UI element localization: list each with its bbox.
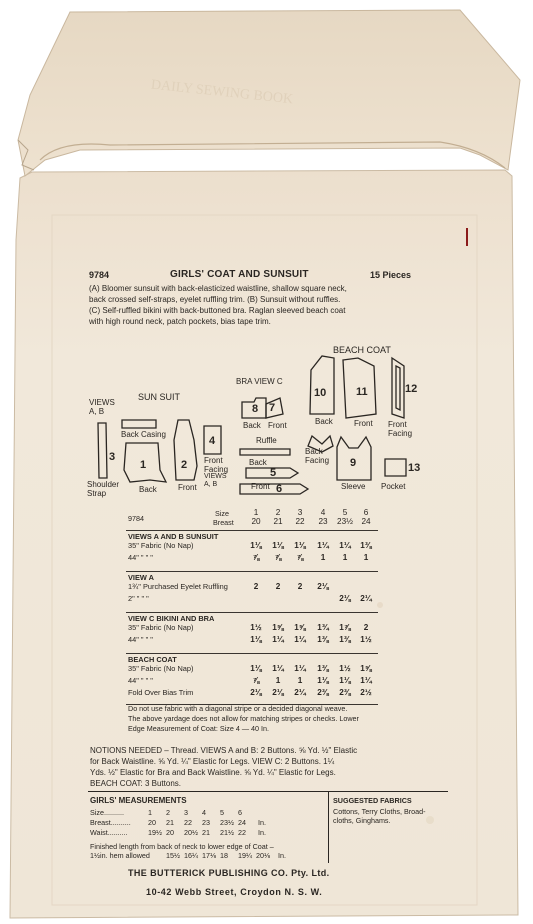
breast-value: 21 bbox=[273, 517, 283, 526]
piece-13-shape bbox=[385, 459, 406, 476]
fabrics-title: SUGGESTED FABRICS bbox=[333, 796, 412, 805]
row-value: 1½ bbox=[360, 635, 372, 644]
row-value: ⅞ bbox=[252, 676, 260, 685]
finished-value: 19¼ bbox=[238, 851, 252, 860]
row-value: 2⅜ bbox=[339, 688, 351, 697]
section-divider bbox=[126, 612, 378, 613]
description-line: with high round neck, patch pockets, bias tape trim. bbox=[89, 317, 271, 326]
measurements-title: GIRLS' MEASUREMENTS bbox=[90, 796, 187, 805]
description-line: back crossed self-straps, eyelet ruffling trim. (B) Sunsuit without ruffles. bbox=[89, 295, 341, 304]
row-value: 1⅛ bbox=[250, 664, 262, 673]
size-value: 6 bbox=[363, 508, 369, 517]
sun-suit-label: SUN SUIT bbox=[138, 392, 181, 402]
row-value: 2⅛ bbox=[339, 594, 351, 603]
measure-label: Breast.......... bbox=[90, 818, 131, 827]
pattern-number: 9784 bbox=[89, 270, 110, 280]
notions-line: Yds. ½" Elastic for Bra and Back Waistline. ⅝ Yd. ¼" Elastic for Legs. bbox=[90, 768, 336, 777]
measure-value: 20 bbox=[166, 828, 174, 837]
section-title: VIEW A bbox=[128, 573, 155, 582]
piece-12-number: 12 bbox=[405, 383, 418, 395]
measure-value: 20 bbox=[148, 818, 156, 827]
row-label: 35" Fabric (No Nap) bbox=[128, 541, 194, 550]
row-value: 1½ bbox=[339, 664, 351, 673]
row-value: 1 bbox=[363, 553, 369, 562]
finished-value: 20⅛ bbox=[256, 851, 270, 860]
breast-label: Breast bbox=[213, 518, 234, 527]
notions-line: BEACH COAT: 3 Buttons. bbox=[90, 779, 181, 788]
back-5-label: Back bbox=[249, 458, 267, 467]
row-value: 1⅛ bbox=[317, 676, 329, 685]
piece-3-number: 3 bbox=[109, 451, 116, 463]
piece-back-casing-shape bbox=[122, 420, 156, 428]
breast-value: 24 bbox=[361, 517, 371, 526]
coat-front-facing-label: Front Facing bbox=[388, 420, 413, 438]
row-value: 2 bbox=[275, 582, 281, 591]
measure-value: 21½ bbox=[220, 828, 234, 837]
row-value: ⅞ bbox=[274, 553, 282, 562]
row-value: ⅞ bbox=[296, 553, 304, 562]
row-value: 1 bbox=[342, 553, 348, 562]
breast-value: 22 bbox=[295, 517, 305, 526]
row-label: 44" " " " bbox=[128, 676, 153, 685]
row-label: 2" " " " bbox=[128, 594, 149, 603]
measure-value: 4 bbox=[202, 808, 206, 817]
bra-view-c-label: BRA VIEW C bbox=[236, 377, 283, 386]
row-label: Fold Over Bias Trim bbox=[128, 688, 194, 697]
piece-5-number: 5 bbox=[270, 467, 277, 479]
piece-8-number: 8 bbox=[252, 403, 259, 415]
row-value: 2 bbox=[253, 582, 259, 591]
row-value: 1¼ bbox=[272, 664, 284, 673]
row-value: 2⅛ bbox=[250, 688, 262, 697]
finished-length-label: 1½in. hem allowed bbox=[90, 851, 150, 860]
finished-length-line: Finished length from back of neck to lower edge of Coat – bbox=[90, 842, 274, 851]
section-title: BEACH COAT bbox=[128, 655, 177, 664]
piece-ruffle-shape bbox=[240, 449, 290, 455]
measure-value: 23½ bbox=[220, 818, 234, 827]
row-label: 35" Fabric (No Nap) bbox=[128, 623, 194, 632]
row-value: 1 bbox=[297, 676, 303, 685]
notions-line: NOTIONS NEEDED – Thread. VIEWS A and B: 2 Buttons. ⅝ Yd. ½" Elastic bbox=[90, 746, 358, 755]
piece-10-number: 10 bbox=[314, 387, 327, 399]
measure-value: 6 bbox=[238, 808, 242, 817]
row-label: 44" " " " bbox=[128, 553, 153, 562]
row-value: 2 bbox=[363, 623, 369, 632]
piece-9-number: 9 bbox=[350, 457, 357, 469]
row-value: 1⅛ bbox=[294, 541, 306, 550]
fabrics-line: cloths, Ginghams. bbox=[333, 816, 391, 825]
piece-3-shape bbox=[98, 423, 107, 478]
row-value: 2¼ bbox=[294, 688, 306, 697]
row-value: 1⅜ bbox=[317, 635, 329, 644]
description-line: (C) Self-ruffled bikini with back-buttoned bra. Raglan sleeved beach coat bbox=[89, 306, 346, 315]
row-value: 2½ bbox=[360, 688, 372, 697]
back-bloomer-label: Back bbox=[139, 485, 157, 494]
row-value: 2⅛ bbox=[272, 688, 284, 697]
row-label: 1¾" Purchased Eyelet Ruffling bbox=[128, 582, 228, 591]
finished-value: 16¼ bbox=[184, 851, 198, 860]
piece-11-number: 11 bbox=[356, 386, 368, 398]
row-value: 1 bbox=[275, 676, 281, 685]
front-bloomer-label: Front bbox=[178, 483, 197, 492]
row-value: 1¼ bbox=[272, 635, 284, 644]
finished-unit: In. bbox=[278, 851, 286, 860]
shoulder-strap-label: Shoulder Strap bbox=[87, 480, 120, 498]
piece-count: 15 Pieces bbox=[370, 270, 412, 280]
row-value: 1 bbox=[320, 553, 326, 562]
pocket-label: Pocket bbox=[381, 482, 406, 491]
row-value: 1¼ bbox=[317, 541, 329, 550]
row-value: 2⅛ bbox=[317, 582, 329, 591]
piece-4-number: 4 bbox=[209, 435, 216, 447]
section-divider bbox=[126, 571, 378, 572]
back-casing-label: Back Casing bbox=[121, 430, 166, 439]
yardage-note-line: Do not use fabric with a diagonal stripe or a decided diagonal weave. bbox=[128, 704, 348, 713]
fabrics-line: Cottons, Terry Cloths, Broad- bbox=[333, 807, 426, 816]
measure-value: 1 bbox=[148, 808, 152, 817]
measure-value: 22 bbox=[184, 818, 192, 827]
row-label: 35" Fabric (No Nap) bbox=[128, 664, 194, 673]
row-value: 1¼ bbox=[339, 541, 351, 550]
section-divider bbox=[126, 530, 378, 531]
piece-13-number: 13 bbox=[408, 462, 421, 474]
row-value: 1⅛ bbox=[272, 541, 284, 550]
size-label: Size bbox=[215, 509, 229, 518]
finished-value: 15½ bbox=[166, 851, 180, 860]
section-divider bbox=[126, 653, 378, 654]
section-title: VIEW C BIKINI AND BRA bbox=[128, 614, 215, 623]
row-value: 1⅝ bbox=[294, 623, 306, 632]
bra-back-label: Back bbox=[243, 421, 261, 430]
front-facing-ss-label: Front Facing bbox=[204, 456, 229, 474]
row-value: 1⅝ bbox=[272, 623, 284, 632]
ruffle-label: Ruffle bbox=[256, 436, 277, 445]
breast-value: 20 bbox=[251, 517, 261, 526]
views-ab-label-2: VIEWS A, B bbox=[204, 473, 227, 488]
piece-6-number: 6 bbox=[276, 483, 283, 495]
row-value: 1½ bbox=[250, 623, 262, 632]
publisher-name: THE BUTTERICK PUBLISHING CO. Pty. Ltd. bbox=[128, 868, 330, 878]
row-value: 2 bbox=[297, 582, 303, 591]
bra-front-label: Front bbox=[268, 421, 287, 430]
breast-value: 23½ bbox=[337, 517, 353, 526]
back-facing-label: Back Facing bbox=[305, 447, 330, 465]
coat-back-label: Back bbox=[315, 417, 333, 426]
measure-value: 2 bbox=[166, 808, 170, 817]
measure-unit: In. bbox=[258, 818, 266, 827]
row-value: 1⅛ bbox=[250, 635, 262, 644]
front-6-label: Front bbox=[251, 482, 270, 491]
measure-unit: In. bbox=[258, 828, 266, 837]
size-value: 3 bbox=[297, 508, 303, 517]
pattern-title: GIRLS' COAT AND SUNSUIT bbox=[170, 269, 309, 280]
row-value: 2¼ bbox=[360, 594, 372, 603]
measure-value: 19½ bbox=[148, 828, 162, 837]
row-value: 1⅜ bbox=[339, 635, 351, 644]
yardage-note-line: The above yardage does not allow for matching stripes or checks. Lower bbox=[128, 714, 359, 723]
piece-10-shape bbox=[310, 356, 334, 414]
measure-value: 3 bbox=[184, 808, 188, 817]
size-value: 4 bbox=[320, 508, 326, 517]
svg-text:DAILY SEWING BOOK: DAILY SEWING BOOK bbox=[150, 77, 294, 108]
piece-1-number: 1 bbox=[140, 459, 147, 471]
row-value: 1¼ bbox=[294, 664, 306, 673]
row-value: 1¾ bbox=[317, 623, 329, 632]
finished-value: 18 bbox=[220, 851, 228, 860]
notions-line: for Back Waistline. ⅝ Yd. ¼" Elastic for Legs. VIEW C: 2 Buttons. 1¼ bbox=[90, 757, 335, 766]
measurements-box bbox=[88, 791, 448, 863]
measure-label: Waist.......... bbox=[90, 828, 128, 837]
size-value: 1 bbox=[253, 508, 259, 517]
row-value: 1⅜ bbox=[360, 541, 372, 550]
row-value: 1¼ bbox=[360, 676, 372, 685]
beach-coat-label: BEACH COAT bbox=[333, 345, 391, 355]
row-value: 1⅞ bbox=[339, 623, 351, 632]
row-value: 1⅜ bbox=[317, 664, 329, 673]
measure-label: Size.......... bbox=[90, 808, 124, 817]
publisher-address: 10-42 Webb Street, Croydon N. S. W. bbox=[146, 887, 323, 897]
measure-value: 21 bbox=[202, 828, 210, 837]
row-value: 1⅛ bbox=[250, 541, 262, 550]
section-title: VIEWS A AND B SUNSUIT bbox=[128, 532, 219, 541]
row-value: 1¼ bbox=[294, 635, 306, 644]
measure-value: 20½ bbox=[184, 828, 198, 837]
yardage-note-line: Edge Measurement of Coat: Size 4 — 40 In. bbox=[128, 724, 270, 733]
piece-2-number: 2 bbox=[181, 459, 188, 471]
size-value: 5 bbox=[342, 508, 348, 517]
row-value: 1⅛ bbox=[339, 676, 351, 685]
sleeve-label: Sleeve bbox=[341, 482, 366, 491]
measure-value: 23 bbox=[202, 818, 210, 827]
row-value: ⅞ bbox=[252, 553, 260, 562]
measure-value: 24 bbox=[238, 818, 246, 827]
size-value: 2 bbox=[275, 508, 281, 517]
measure-value: 5 bbox=[220, 808, 224, 817]
row-value: 2⅜ bbox=[317, 688, 329, 697]
coat-front-label: Front bbox=[354, 419, 373, 428]
breast-value: 23 bbox=[318, 517, 328, 526]
yardage-code: 9784 bbox=[128, 514, 144, 523]
row-label: 44" " " " bbox=[128, 635, 153, 644]
piece-7-number: 7 bbox=[269, 402, 276, 414]
finished-value: 17⅛ bbox=[202, 851, 216, 860]
piece-2-shape bbox=[174, 420, 197, 480]
description-line: (A) Bloomer sunsuit with back-elasticized waistline, shallow square neck, bbox=[89, 284, 347, 293]
measure-value: 21 bbox=[166, 818, 174, 827]
views-ab-label: VIEWS A, B bbox=[89, 398, 115, 416]
measure-value: 22 bbox=[238, 828, 246, 837]
row-value: 1⅝ bbox=[360, 664, 372, 673]
